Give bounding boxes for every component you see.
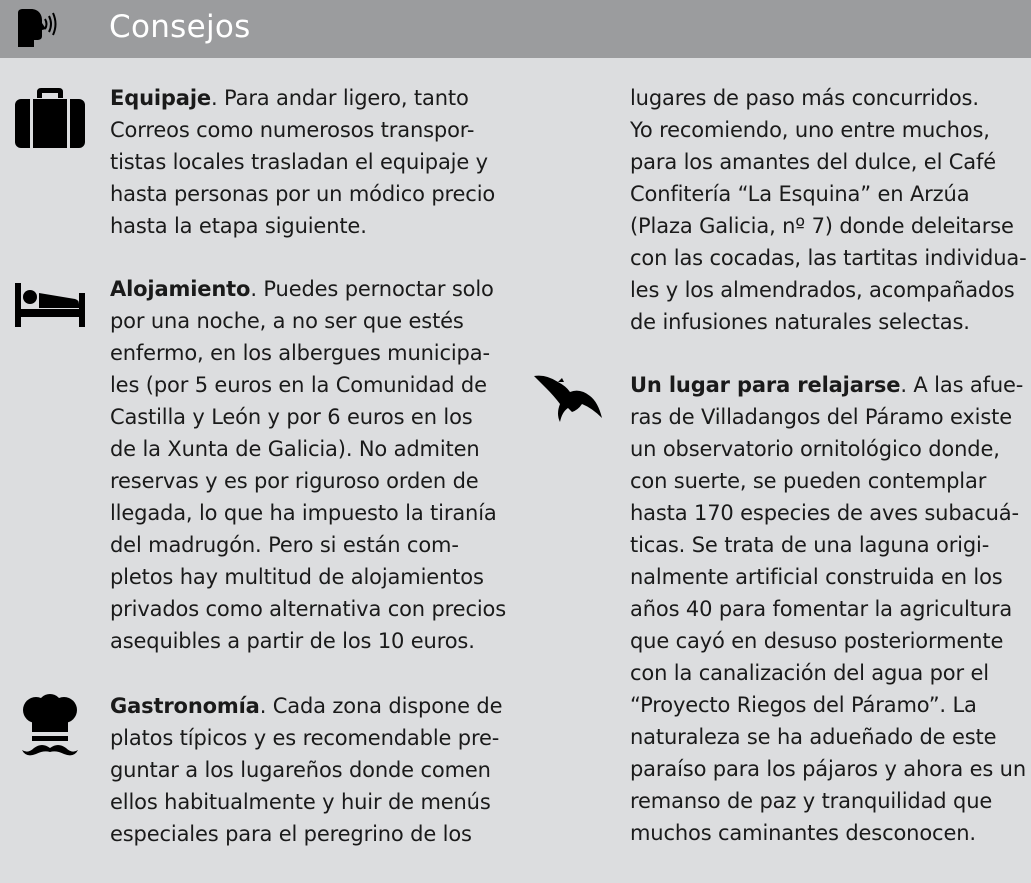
section-text: . Para andar ligero, tanto Correos como numerosos transpor- tistas locales trasladan el equipaje y hasta personas por un módico precio hasta la etapa siguiente. <box>110 86 496 238</box>
section-text: . Cada zona dispone de platos típicos y es recomendable pre- guntar a los lugareños donde comen ellos habitualmente y huir de menús especiales para el peregrino de los <box>110 694 503 846</box>
section-title: Gastronomía <box>110 694 260 718</box>
section-text: . Puedes pernoctar solo por una noche, a no ser que estés enfermo, en los albergues municipa- les (por 5 euros en la Comunidad de Castilla y León y por 6 euros en los de la Xunta de Galicia). No admiten reservas y es por riguroso orden de llegada, lo que ha impuesto la tiranía del madrugón. Pero si están com- pletos hay multitud de alojamientos privados como alternativa con precios asequibles a partir de los 10 euros. <box>110 277 507 653</box>
section-lugar-relajarse <box>630 369 1028 849</box>
section-title: Equipaje <box>110 86 211 110</box>
section-text: . A las afue- ras de Villadangos del Páramo existe un observatorio ornitológico donde, con suerte, se pueden contemplar hasta 170 especies de aves subacuá- ticas. Se trata de una laguna origi- nalmente artificial construida en los años 40 para fomentar la agricultura que cayó en desuso posteriormente con la canalización del agua por el “Proyecto Riegos del Páramo”. La naturaleza se ha adueñado de este paraíso para los pájaros y ahora es un remanso de paz y tranquilidad que muchos caminantes desconocen. <box>630 373 1026 845</box>
section-header <box>0 0 1031 58</box>
section-equipaje <box>110 82 515 242</box>
page-title: Consejos <box>109 9 251 45</box>
suitcase-icon <box>15 88 85 148</box>
section-gastronomia <box>110 690 515 850</box>
section-title: Alojamiento <box>110 277 251 301</box>
speaking-head-icon <box>14 9 58 49</box>
chef-hat-mustache-icon <box>18 694 82 760</box>
bed-icon <box>15 283 85 327</box>
section-title: Un lugar para relajarse <box>630 373 901 397</box>
section-alojamiento <box>110 273 515 657</box>
section-gastronomia-continued <box>630 82 1028 338</box>
section-text: lugares de paso más concurridos. Yo recomiendo, uno entre muchos, para los amantes del dulce, el Café Confitería “La Esquina” en Arzúa (Plaza Galicia, nº 7) donde deleitarse con las cocadas, las tartitas individua- les y los almendrados, acompañados de infusiones naturales selectas. <box>630 86 1027 334</box>
bird-icon <box>532 372 604 424</box>
